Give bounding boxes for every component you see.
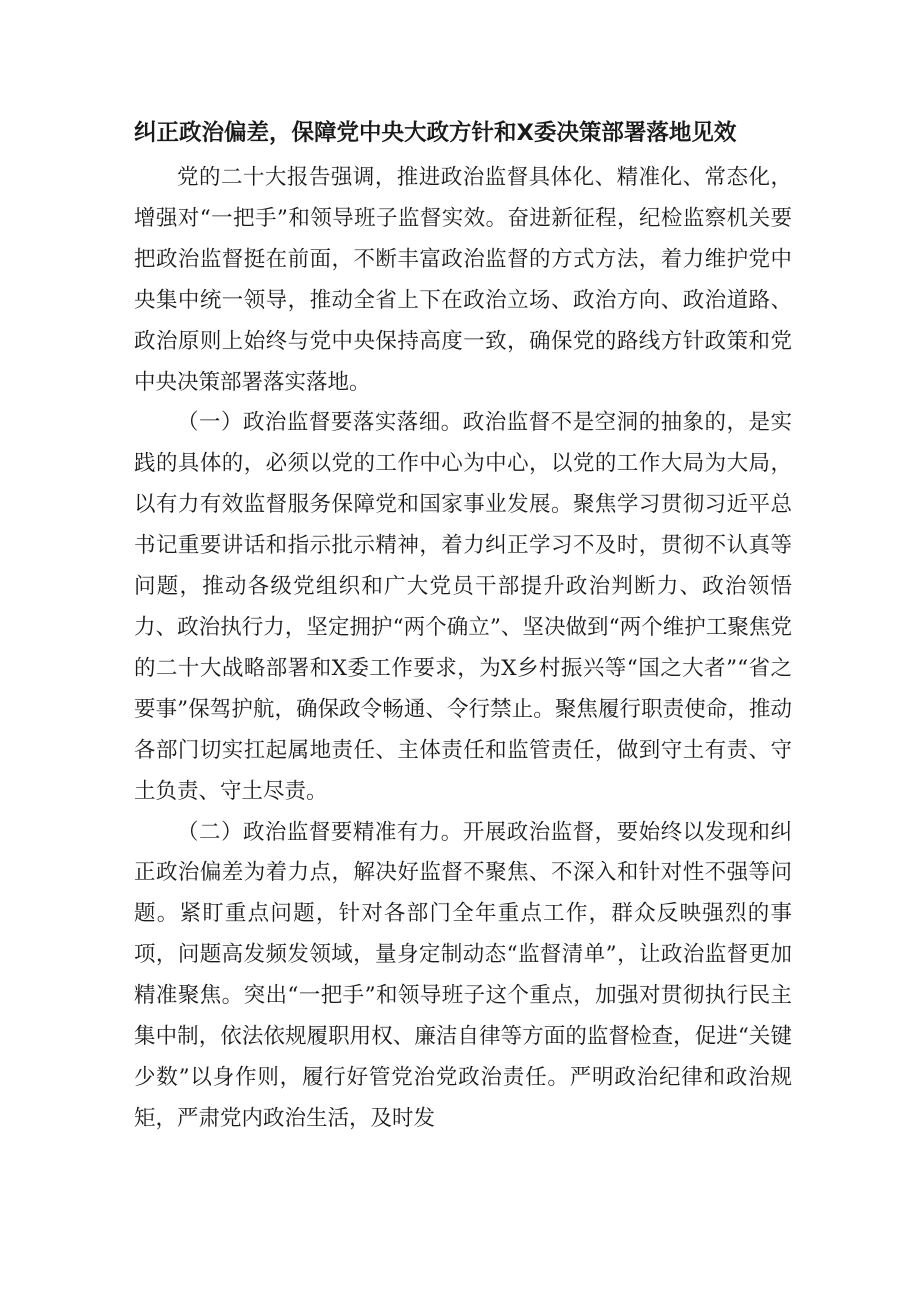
document-body	[134, 158, 792, 1140]
paragraph-intro: 党的二十大报告强调，推进政治监督具体化、精准化、常态化，增强对“一把手”和领导班子监督实效。奋进新征程，纪检监察机关要把政治监督挺在前面，不断丰富政治监督的方式方法，着力维护党中央集中统一领导，推动全省上下在政治立场、政治方向、政治道路、政治原则上始终与党中央保持高度一致，确保党的路线方针政策和党中央决策部署落实落地。	[134, 165, 792, 395]
section-heading: 纠正政治偏差，保障党中央大政方针和X委决策部署落地见效	[134, 120, 737, 146]
paragraph-item-two: （二）政治监督要精准有力。开展政治监督，要始终以发现和纠正政治偏差为着力点，解决好监督不聚焦、不深入和针对性不强等问题。紧盯重点问题，针对各部门全年重点工作，群众反映强烈的事项，问题高发频发领域，量身定制动态“监督清单”，让政治监督更加精准聚焦。突出“一把手”和领导班子这个重点，加强对贯彻执行民主集中制，依法依规履职用权、廉洁自律等方面的监督检查，促进“关键少数”以身作则，履行好管党治党政治责任。严明政治纪律和政治规矩，严肃党内政治生活，及时发	[134, 819, 792, 1131]
paragraph-item-one: （一）政治监督要落实落细。政治监督不是空洞的抽象的，是实践的具体的，必须以党的工作中心为中心，以党的工作大局为大局，以有力有效监督服务保障党和国家事业发展。聚焦学习贯彻习近平总书记重要讲话和指示批示精神，着力纠正学习不及时，贯彻不认真等问题，推动各级党组织和广大党员干部提升政治判断力、政治领悟力、政治执行力，坚定拥护“两个确立”、坚决做到“两个维护工聚焦党的二十大战略部署和X委工作要求，为X乡村振兴等“国之大者”“省之要事”保驾护航，确保政令畅通、令行禁止。聚焦履行职责使命，推动各部门切实扛起属地责任、主体责任和监管责任，做到守土有责、守土负责、守土尽责。	[134, 410, 792, 804]
